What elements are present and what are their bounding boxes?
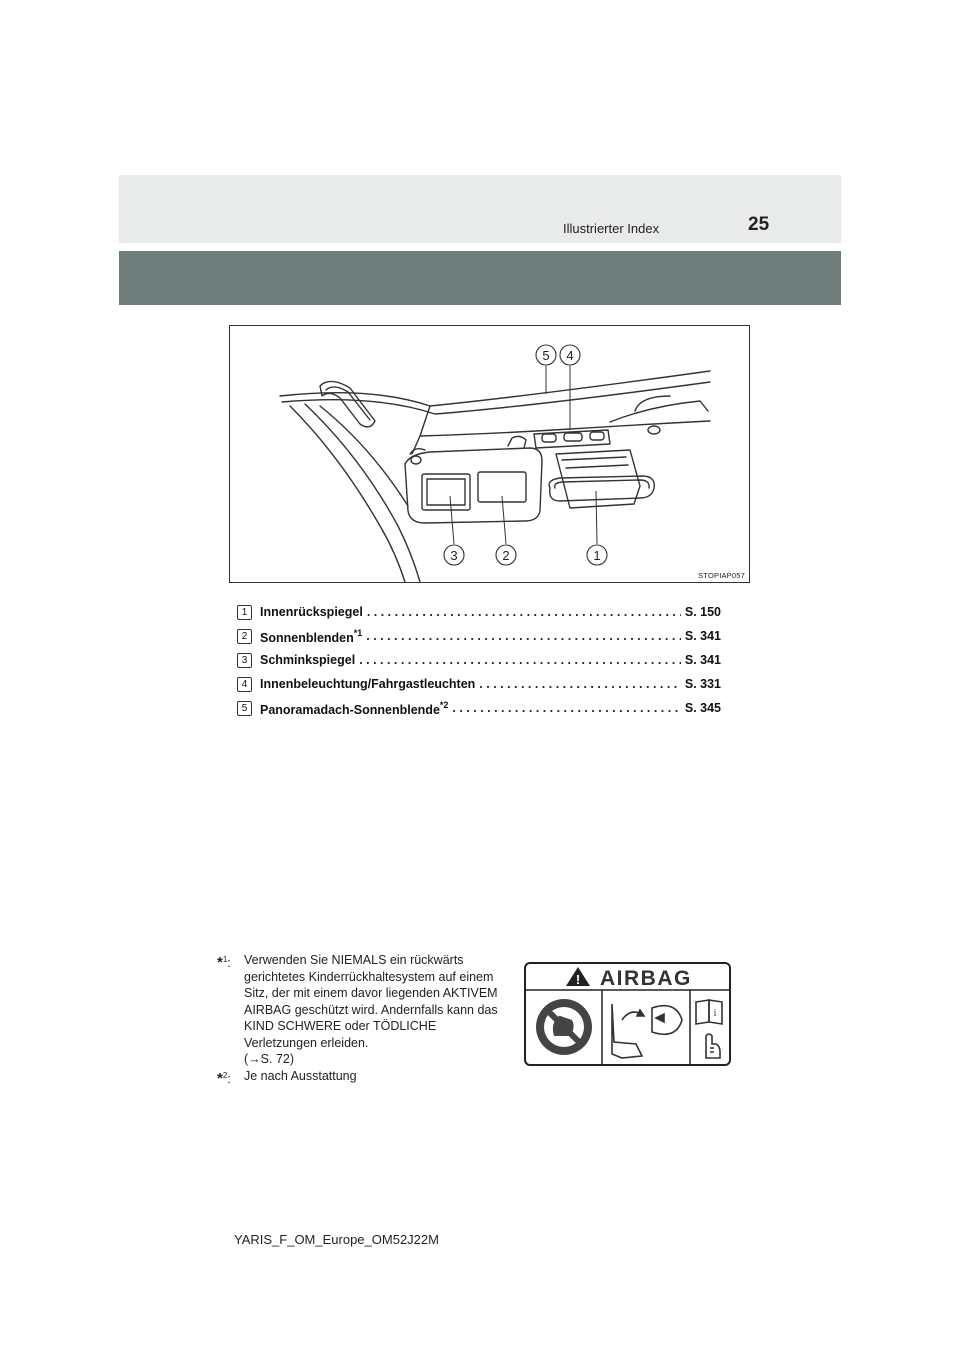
item-page-ref[interactable]: S. 341 [684,653,721,667]
footnote-ref: *1 [353,627,363,638]
figure-code: STOPIAP057 [698,571,745,580]
item-page-ref[interactable]: S. 341 [684,629,721,643]
callout-label-3: 3 [450,548,458,563]
item-label: Panoramadach-Sonnenblende$^{*2}$ [260,699,449,717]
index-item-vanity-mirror[interactable] [237,648,721,672]
svg-text:i: i [713,1008,717,1019]
section-bar [119,251,841,305]
callout-label-4: 4 [566,348,574,363]
footnote-marker: *$^2$: [217,1069,231,1087]
index-item-interior-lights[interactable] [237,672,721,696]
footnote-text: Verwenden Sie NIEMALS ein rückwärts gerichtetes Kinderrückhaltesystem auf einem Sitz, der mit einem davor liegenden AKTIVEM AIRBAG geschützt wird. Andernfalls kann das KIND SCHWERE oder TÖDLICHE Verletzungen erleiden. (→S. 72) [244,953,498,1066]
callout-label-5: 5 [542,348,550,363]
item-number-box: 2 [237,629,252,644]
item-page-ref[interactable]: S. 345 [684,701,721,715]
item-number-box: 1 [237,605,252,620]
item-label: Sonnenblenden$^{*1}$ [260,627,363,645]
seat-airbag-icon [612,1004,682,1058]
airbag-word: AIRBAG [600,967,692,990]
page-number: 25 [748,214,770,235]
warning-exclamation: ! [575,972,581,987]
airbag-warning-label [524,962,731,1066]
callout-label-1: 1 [593,548,601,563]
ceiling-drawing [230,326,749,582]
item-number-box: 3 [237,653,252,668]
item-label: Innenbeleuchtung/Fahrgastleuchten [260,677,476,691]
footnote-2 [217,1068,507,1088]
item-page-ref[interactable]: S. 150 [684,605,721,619]
leader-dots [367,605,681,619]
footnote-1 [217,952,507,1068]
index-list [237,600,721,720]
footnotes [217,952,507,1087]
leader-dots [359,653,681,667]
item-number-box: 4 [237,677,252,692]
footnote-page-ref[interactable]: (→S. 72) [244,1052,295,1066]
footnote-ref: *2 [439,699,449,710]
no-rear-facing-seat-icon [536,999,592,1055]
item-label: Innenrückspiegel [260,605,363,619]
document-code: YARIS_F_OM_Europe_OM52J22M [234,1232,439,1247]
item-label: Schminkspiegel [260,653,356,667]
leader-dots [452,701,680,715]
footnote-marker: *$^1$: [217,954,231,971]
leader-dots [479,677,681,691]
callout-label-2: 2 [502,548,510,563]
owners-manual-icon [696,1000,722,1058]
index-item-interior-mirror[interactable] [237,600,721,624]
leader-dots [366,629,681,643]
index-item-sun-visors[interactable] [237,624,721,648]
index-item-panorama-roof-shade[interactable] [237,696,721,720]
item-page-ref[interactable]: S. 331 [684,677,721,691]
footnote-text: Je nach Ausstattung [244,1068,357,1083]
interior-ceiling-illustration [229,325,750,583]
header-title: Illustrierter Index [563,221,660,236]
item-number-box: 5 [237,701,252,716]
header-band [119,175,841,243]
